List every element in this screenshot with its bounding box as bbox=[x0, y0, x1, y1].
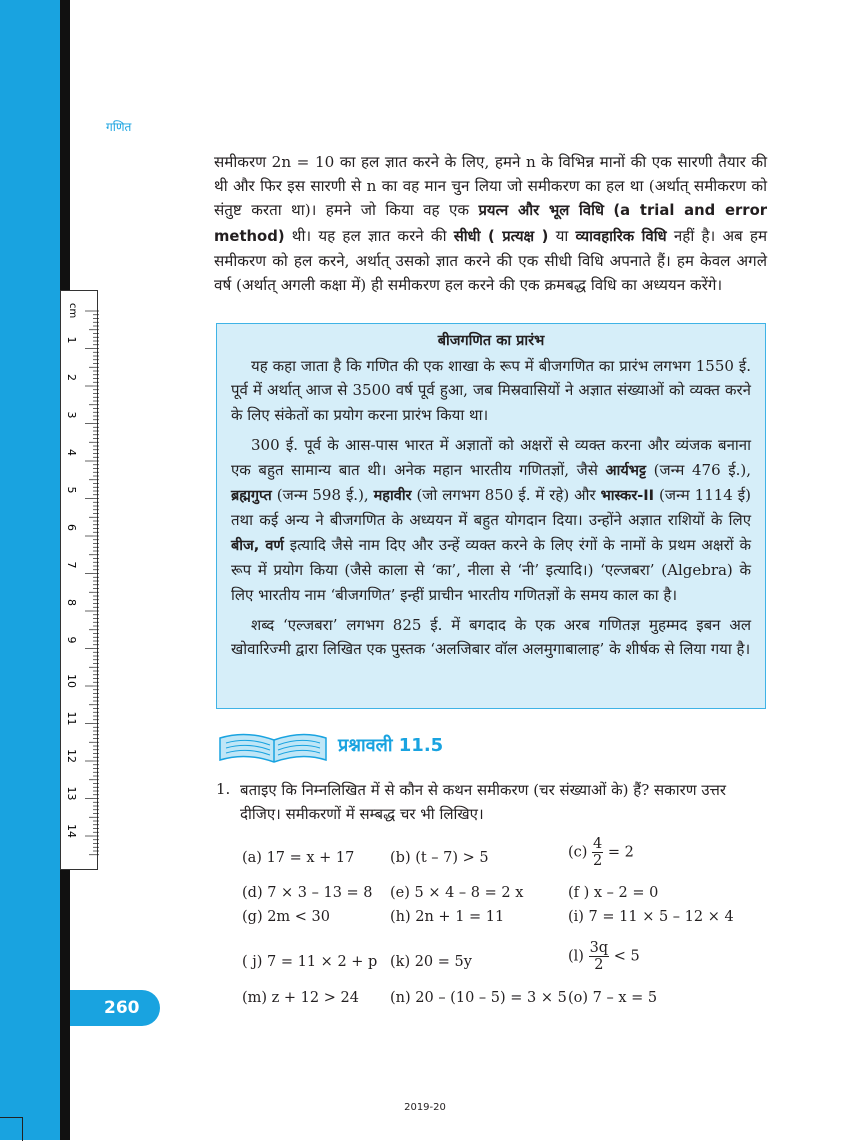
intro-bold-trial: प्रयत्न और भूल विधि bbox=[478, 202, 605, 220]
equation-d: (d) 7 × 3 – 13 = 8 bbox=[242, 885, 373, 901]
ruler-label: 14 bbox=[65, 824, 78, 838]
intro-line-5: या bbox=[555, 226, 569, 245]
equation-f: (f ) x – 2 = 0 bbox=[568, 885, 659, 901]
ruler-label: 13 bbox=[65, 786, 78, 801]
ruler bbox=[60, 290, 98, 870]
ruler-label: 3 bbox=[65, 411, 78, 419]
exercise-title: प्रश्नावली 11.5 bbox=[338, 735, 444, 756]
equation-l-rest: < 5 bbox=[613, 948, 640, 965]
crop-mark-bottom bbox=[0, 1117, 23, 1141]
ruler-label: 2 bbox=[65, 374, 78, 381]
intro-bold-method: (a trial and error method) bbox=[214, 202, 768, 245]
name-bhaskara: भास्कर-II bbox=[600, 488, 655, 505]
equation-k: (k) 20 = 5y bbox=[390, 954, 472, 970]
ruler-label: 8 bbox=[65, 599, 78, 606]
history-p2-text-c: (जन्म 476 ई.), bbox=[653, 460, 751, 479]
equation-b: (b) (t – 7) > 5 bbox=[390, 850, 489, 866]
ruler-label: 9 bbox=[65, 636, 78, 644]
intro-line-2: तैयार की थी और फिर इस सारणी से n का वह मान चुन लिया जो समीकरण का हल था bbox=[214, 153, 768, 196]
page-margin-strip bbox=[0, 0, 60, 1140]
equation-e: (e) 5 × 4 – 8 = 2 x bbox=[390, 885, 524, 901]
equation-a: (a) 17 = x + 17 bbox=[242, 850, 355, 866]
ruler-label: 10 bbox=[65, 674, 78, 688]
equation-l bbox=[568, 940, 640, 973]
equation-n: (n) 20 – (10 – 5) = 3 × 5 bbox=[390, 990, 567, 1006]
intro-line-1: समीकरण 2n = 10 का हल ज्ञात करने के लिए, हमने n के विभिन्न मानों की एक सारणी bbox=[214, 153, 713, 171]
equation-j: ( j) 7 = 11 × 2 + p bbox=[242, 954, 378, 970]
equation-l-label: (l) bbox=[568, 948, 584, 965]
history-paragraph-2 bbox=[231, 433, 751, 607]
footer-year: 2019-20 bbox=[404, 1102, 446, 1113]
name-mahavira: महावीर bbox=[373, 488, 412, 505]
fraction-l bbox=[589, 940, 610, 973]
name-aryabhata: आर्यभट्ट bbox=[605, 462, 647, 479]
equation-i: (i) 7 = 11 × 5 – 12 × 4 bbox=[568, 909, 734, 925]
equation-g: (g) 2m < 30 bbox=[242, 909, 330, 925]
ruler-label: 4 bbox=[65, 449, 78, 456]
fraction-c bbox=[592, 836, 603, 869]
equation-c-rest: = 2 bbox=[607, 844, 634, 861]
intro-line-4: थी। यह हल ज्ञात करने की bbox=[291, 226, 447, 245]
equation-m: (m) z + 12 > 24 bbox=[242, 990, 359, 1006]
term-beej-varna: बीज, वर्ण bbox=[231, 537, 284, 554]
ruler-label: 6 bbox=[65, 524, 78, 531]
equation-c bbox=[568, 836, 634, 869]
running-header: गणित bbox=[106, 120, 132, 134]
equation-h: (h) 2n + 1 = 11 bbox=[390, 909, 505, 925]
intro-paragraph bbox=[214, 150, 767, 297]
ruler-label: 11 bbox=[65, 711, 78, 726]
open-book-icon bbox=[216, 728, 331, 766]
history-p2-text-f: (जन्म 1114 ई) तथा कई अन्य ने बीजगणित के अध्ययन में बहुत योगदान दिया। उन्होंने अज्ञात राशियों के लिए bbox=[231, 486, 751, 530]
question-number: 1. bbox=[216, 780, 231, 798]
page-number: 260 bbox=[104, 998, 140, 1018]
equation-c-label: (c) bbox=[568, 844, 588, 861]
history-p2-text-d: (जन्म 598 ई.), bbox=[276, 486, 369, 505]
intro-bold-direct: सीधी ( प्रत्यक्ष ) bbox=[453, 227, 549, 245]
fraction-c-numerator: 4 bbox=[593, 836, 603, 852]
history-p2-text-a: 300 ई. पूर्व के आस-पास भारत में अज्ञातों को अक्षरों से व्यक्त करना और व्यंजक बनाना एक बहुत सामान्य बात थी। अनेक महान भारतीय गणितज्ञों, जैसे bbox=[231, 436, 751, 479]
ruler-label: 5 bbox=[65, 486, 78, 494]
intro-line-3: (अर्थात् समीकरण को संतुष्ट करता था)। हमने जो किया वह एक bbox=[214, 177, 768, 220]
equation-o: (o) 7 – x = 5 bbox=[568, 990, 658, 1006]
fraction-c-denominator: 2 bbox=[593, 853, 603, 869]
fraction-l-numerator: 3q bbox=[589, 940, 609, 956]
history-paragraph-3: शब्द ‘एल्जबरा’ लगभग 825 ई. में बगदाद के एक अरब गणितज्ञ मुहम्मद इबन अल खोवारिज्मी द्वारा लिखित एक पुस्तक ‘अलजिबार वॉल अलमुगाबालाह’ के शीर्षक से लिया गया है। bbox=[231, 616, 751, 659]
ruler-label: 1 bbox=[65, 336, 78, 344]
history-p2-text-g: इत्यादि जैसे नाम दिए और उन्हें व्यक्त करने के लिए रंगों के नामों के प्रथम अक्षरों के रूप में प्रयोग किया (जैसे काला से ‘का’, नीला से ‘नी’ इत्यादि।) ‘एल्जबरा’ (Algebra) के लिए भारतीय नाम ‘बीजगणित’ इन्हीं प्राचीन भारतीय गणितज्ञों के समय काल का है। bbox=[231, 535, 751, 604]
ruler-scale bbox=[61, 291, 99, 871]
history-paragraph-1: यह कहा जाता है कि गणित की एक शाखा के रूप में बीजगणित का प्रारंभ लगभग 1550 ई. पूर्व में अर्थात् आज से 3500 वर्ष पूर्व हुआ, जब मिस्रवासियों ने अज्ञात संख्याओं को व्यक्त करने के लिए संकेतों का प्रयोग करना प्रारंभ किया था। bbox=[231, 357, 751, 424]
question-text: बताइए कि निम्नलिखित में से कौन से कथन समीकरण (चर संख्याओं के) हैं? सकारण उत्तर दीजिए। समीकरणों में सम्बद्ध चर भी लिखिए। bbox=[240, 781, 727, 823]
history-p2-text-e: (जो लगभग 850 ई. में रहे) और bbox=[416, 486, 596, 505]
intro-bold-practical: व्यावहारिक विधि bbox=[575, 227, 667, 245]
intro-line-6: नहीं है। अब हम समीकरण को हल करने, अर्थात् उसको ज्ञात करने की एक सीधी विधि अपनाते हैं। हम केवल अगले वर्ष (अर्थात् अगली कक्षा में) ही समीकरण हल करने की एक क्रमबद्ध विधि का अध्ययन करेंगे। bbox=[214, 226, 768, 295]
history-box bbox=[216, 323, 766, 709]
ruler-unit: cm bbox=[67, 303, 78, 319]
fraction-l-denominator: 2 bbox=[594, 957, 604, 973]
name-brahmagupta: ब्रह्मगुप्त bbox=[231, 488, 272, 505]
ruler-label: 7 bbox=[65, 561, 78, 569]
history-box-title: बीजगणित का प्रारंभ bbox=[437, 333, 545, 349]
ruler-label: 12 bbox=[65, 749, 78, 763]
